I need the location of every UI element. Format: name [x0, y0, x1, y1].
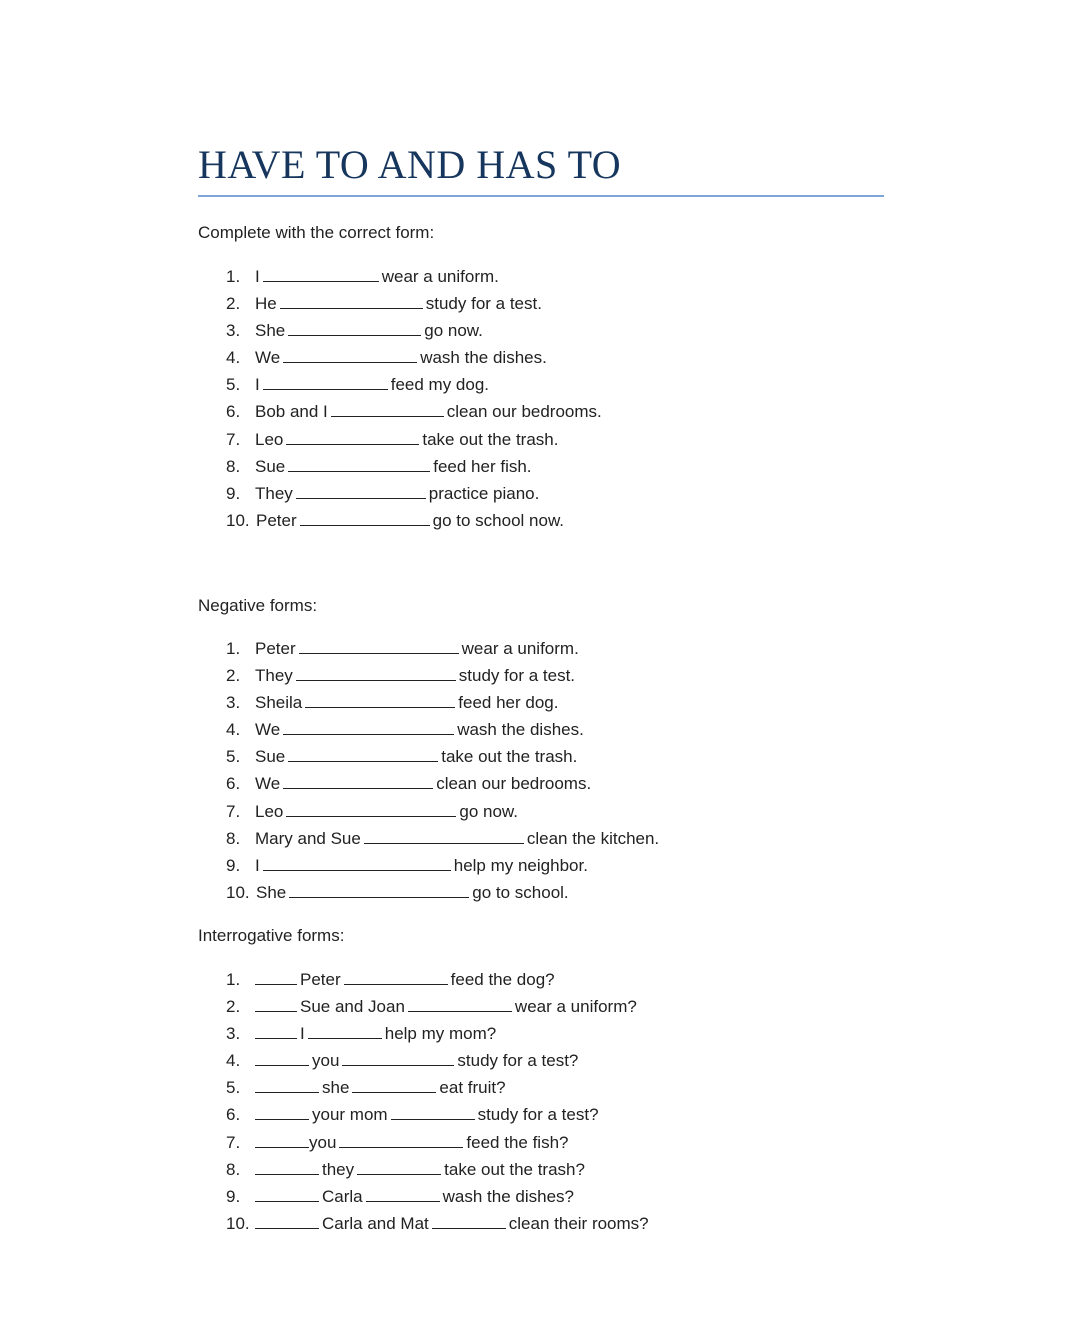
item-number: 7.: [226, 1132, 241, 1152]
item-rest: feed my dog.: [390, 375, 490, 395]
answer-blank[interactable]: [408, 995, 512, 1012]
item-subject: your mom: [312, 1105, 388, 1125]
answer-blank[interactable]: [352, 1076, 436, 1093]
list-item: [226, 1103, 649, 1130]
list-item: [226, 718, 659, 745]
item-number: 1.: [226, 970, 241, 989]
list-item: [226, 319, 602, 346]
list-item: [226, 428, 602, 455]
list-item: [226, 509, 602, 536]
item-rest: take out the trash.: [422, 429, 559, 449]
auxiliary-blank[interactable]: [255, 1049, 309, 1066]
list-item: [226, 881, 659, 908]
item-rest: feed the dog?: [450, 970, 555, 989]
item-number: 5.: [226, 375, 241, 395]
item-rest: help my neighbor.: [453, 855, 588, 875]
item-rest: practice piano.: [428, 483, 540, 503]
list-item: [226, 691, 659, 718]
item-rest: go now.: [424, 321, 483, 341]
complete-list: [226, 265, 602, 536]
item-number: 7.: [226, 429, 241, 449]
item-number: 3.: [226, 1024, 241, 1044]
auxiliary-blank[interactable]: [255, 1131, 309, 1148]
item-subject: They: [255, 666, 293, 686]
answer-blank[interactable]: [357, 1158, 441, 1175]
item-number: 10.: [226, 510, 250, 530]
list-item: [226, 664, 659, 691]
auxiliary-blank[interactable]: [255, 1185, 319, 1202]
item-subject: she: [322, 1078, 350, 1098]
item-number: 5.: [226, 1078, 241, 1098]
item-number: 10.: [226, 1213, 250, 1233]
item-rest: study for a test.: [425, 294, 542, 314]
answer-blank[interactable]: [364, 827, 524, 844]
item-number: 9.: [226, 483, 241, 503]
item-rest: clean their rooms?: [508, 1213, 649, 1233]
section-heading-interrogative: Interrogative forms:: [198, 926, 345, 945]
answer-blank[interactable]: [308, 1022, 382, 1039]
list-item: [226, 1131, 649, 1158]
item-rest: go to school now.: [432, 510, 565, 530]
list-item: [226, 346, 602, 373]
item-subject: Sue: [255, 456, 286, 476]
list-item: [226, 637, 659, 664]
item-subject: He: [255, 294, 277, 314]
item-number: 9.: [226, 1186, 241, 1206]
auxiliary-blank[interactable]: [255, 968, 297, 985]
answer-blank[interactable]: [288, 745, 438, 762]
negative-list: [226, 637, 659, 908]
item-rest: study for a test.: [458, 666, 576, 686]
item-rest: wash the dishes?: [442, 1186, 574, 1206]
item-rest: clean our bedrooms.: [446, 402, 602, 422]
auxiliary-blank[interactable]: [255, 1022, 297, 1039]
item-rest: take out the trash.: [441, 747, 578, 767]
answer-blank[interactable]: [366, 1185, 440, 1202]
item-number: 8.: [226, 456, 241, 476]
item-rest: wash the dishes.: [420, 348, 547, 368]
item-subject: Carla: [322, 1186, 363, 1206]
item-number: 8.: [226, 828, 241, 848]
list-item: [226, 400, 602, 427]
item-subject: I: [255, 855, 260, 875]
item-number: 7.: [226, 801, 241, 821]
item-subject: She: [256, 882, 287, 902]
item-number: 3.: [226, 321, 241, 341]
list-item: [226, 1022, 649, 1049]
item-number: 6.: [226, 402, 241, 422]
item-rest: go now.: [459, 801, 518, 821]
item-rest: study for a test?: [457, 1051, 579, 1071]
answer-blank[interactable]: [288, 455, 430, 472]
list-item: [226, 265, 602, 292]
item-number: 6.: [226, 1105, 241, 1125]
item-number: 10.: [226, 882, 250, 902]
item-rest: feed the fish?: [466, 1132, 569, 1152]
item-rest: eat fruit?: [439, 1078, 506, 1098]
answer-blank[interactable]: [288, 319, 421, 336]
item-subject: We: [255, 348, 281, 368]
list-item: [226, 968, 649, 995]
list-item: [226, 995, 649, 1022]
answer-blank[interactable]: [391, 1103, 475, 1120]
item-number: 6.: [226, 774, 241, 794]
answer-blank[interactable]: [344, 968, 448, 985]
answer-blank[interactable]: [296, 482, 426, 499]
auxiliary-blank[interactable]: [255, 1158, 319, 1175]
item-subject: I: [255, 267, 260, 286]
item-rest: go to school.: [472, 882, 569, 902]
list-item: [226, 292, 602, 319]
list-item: [226, 854, 659, 881]
item-subject: Bob and I: [255, 402, 328, 422]
list-item: [226, 1185, 649, 1212]
item-number: 8.: [226, 1159, 241, 1179]
list-item: [226, 482, 602, 509]
section-heading-complete: Complete with the correct form:: [198, 223, 435, 242]
answer-blank[interactable]: [263, 854, 451, 871]
item-rest: feed her dog.: [458, 693, 559, 713]
list-item: [226, 745, 659, 772]
answer-blank[interactable]: [280, 292, 423, 309]
answer-blank[interactable]: [331, 400, 444, 417]
auxiliary-blank[interactable]: [255, 1103, 309, 1120]
item-number: 2.: [226, 294, 241, 314]
item-subject: Sheila: [255, 693, 303, 713]
answer-blank[interactable]: [296, 664, 456, 681]
answer-blank[interactable]: [283, 718, 454, 735]
answer-blank[interactable]: [432, 1212, 506, 1229]
list-item: [226, 373, 602, 400]
item-subject: We: [255, 720, 281, 740]
item-number: 4.: [226, 348, 241, 368]
item-subject: Sue and Joan: [300, 997, 405, 1017]
item-rest: help my mom?: [384, 1024, 497, 1044]
auxiliary-blank[interactable]: [255, 995, 297, 1012]
item-number: 4.: [226, 720, 241, 740]
item-subject: She: [255, 321, 286, 341]
list-item: [226, 1158, 649, 1185]
item-rest: take out the trash?: [444, 1159, 585, 1179]
list-item: [226, 1049, 649, 1076]
item-subject: Leo: [255, 801, 284, 821]
item-subject: Mary and Sue: [255, 828, 361, 848]
item-number: 1.: [226, 267, 241, 286]
item-rest: feed her fish.: [433, 456, 532, 476]
item-subject: I: [255, 375, 260, 395]
answer-blank[interactable]: [289, 881, 469, 898]
auxiliary-blank[interactable]: [255, 1076, 319, 1093]
item-subject: Leo: [255, 429, 284, 449]
item-rest: wear a uniform?: [514, 997, 637, 1017]
auxiliary-blank[interactable]: [255, 1212, 319, 1229]
item-rest: wash the dishes.: [457, 720, 584, 740]
list-item: [226, 827, 659, 854]
answer-blank[interactable]: [305, 691, 455, 708]
answer-blank[interactable]: [286, 428, 419, 445]
item-rest: clean the kitchen.: [526, 828, 660, 848]
item-subject: They: [255, 483, 293, 503]
interrogative-list: [226, 968, 649, 1239]
answer-blank[interactable]: [283, 772, 433, 789]
item-number: 5.: [226, 747, 241, 767]
item-number: 2.: [226, 997, 241, 1017]
answer-blank[interactable]: [300, 509, 430, 526]
item-rest: wear a uniform.: [461, 639, 579, 658]
item-rest: study for a test?: [477, 1105, 599, 1125]
answer-blank[interactable]: [339, 1131, 463, 1148]
item-subject: Sue: [255, 747, 286, 767]
page-title: HAVE TO AND HAS TO: [198, 142, 622, 187]
answer-blank[interactable]: [299, 637, 459, 654]
answer-blank[interactable]: [263, 373, 388, 390]
answer-blank[interactable]: [263, 265, 379, 282]
item-subject: Carla and Mat: [322, 1213, 429, 1233]
item-subject: you: [312, 1051, 340, 1071]
list-item: [226, 1076, 649, 1103]
answer-blank[interactable]: [342, 1049, 454, 1066]
item-subject: Peter: [300, 970, 341, 989]
list-item: [226, 800, 659, 827]
list-item: [226, 772, 659, 799]
item-number: 3.: [226, 693, 241, 713]
item-number: 2.: [226, 666, 241, 686]
item-number: 9.: [226, 855, 241, 875]
item-subject: I: [300, 1024, 305, 1044]
item-rest: wear a uniform.: [381, 267, 499, 286]
item-subject: you: [309, 1132, 337, 1152]
answer-blank[interactable]: [286, 800, 456, 817]
list-item: [226, 1212, 649, 1239]
item-subject: Peter: [256, 510, 297, 530]
item-subject: Peter: [255, 639, 296, 658]
answer-blank[interactable]: [283, 346, 417, 363]
section-heading-negative: Negative forms:: [198, 596, 318, 615]
item-rest: clean our bedrooms.: [436, 774, 592, 794]
item-number: 4.: [226, 1051, 241, 1071]
item-subject: they: [322, 1159, 355, 1179]
list-item: [226, 455, 602, 482]
item-number: 1.: [226, 639, 241, 658]
title-underline: [198, 195, 884, 197]
item-subject: We: [255, 774, 281, 794]
